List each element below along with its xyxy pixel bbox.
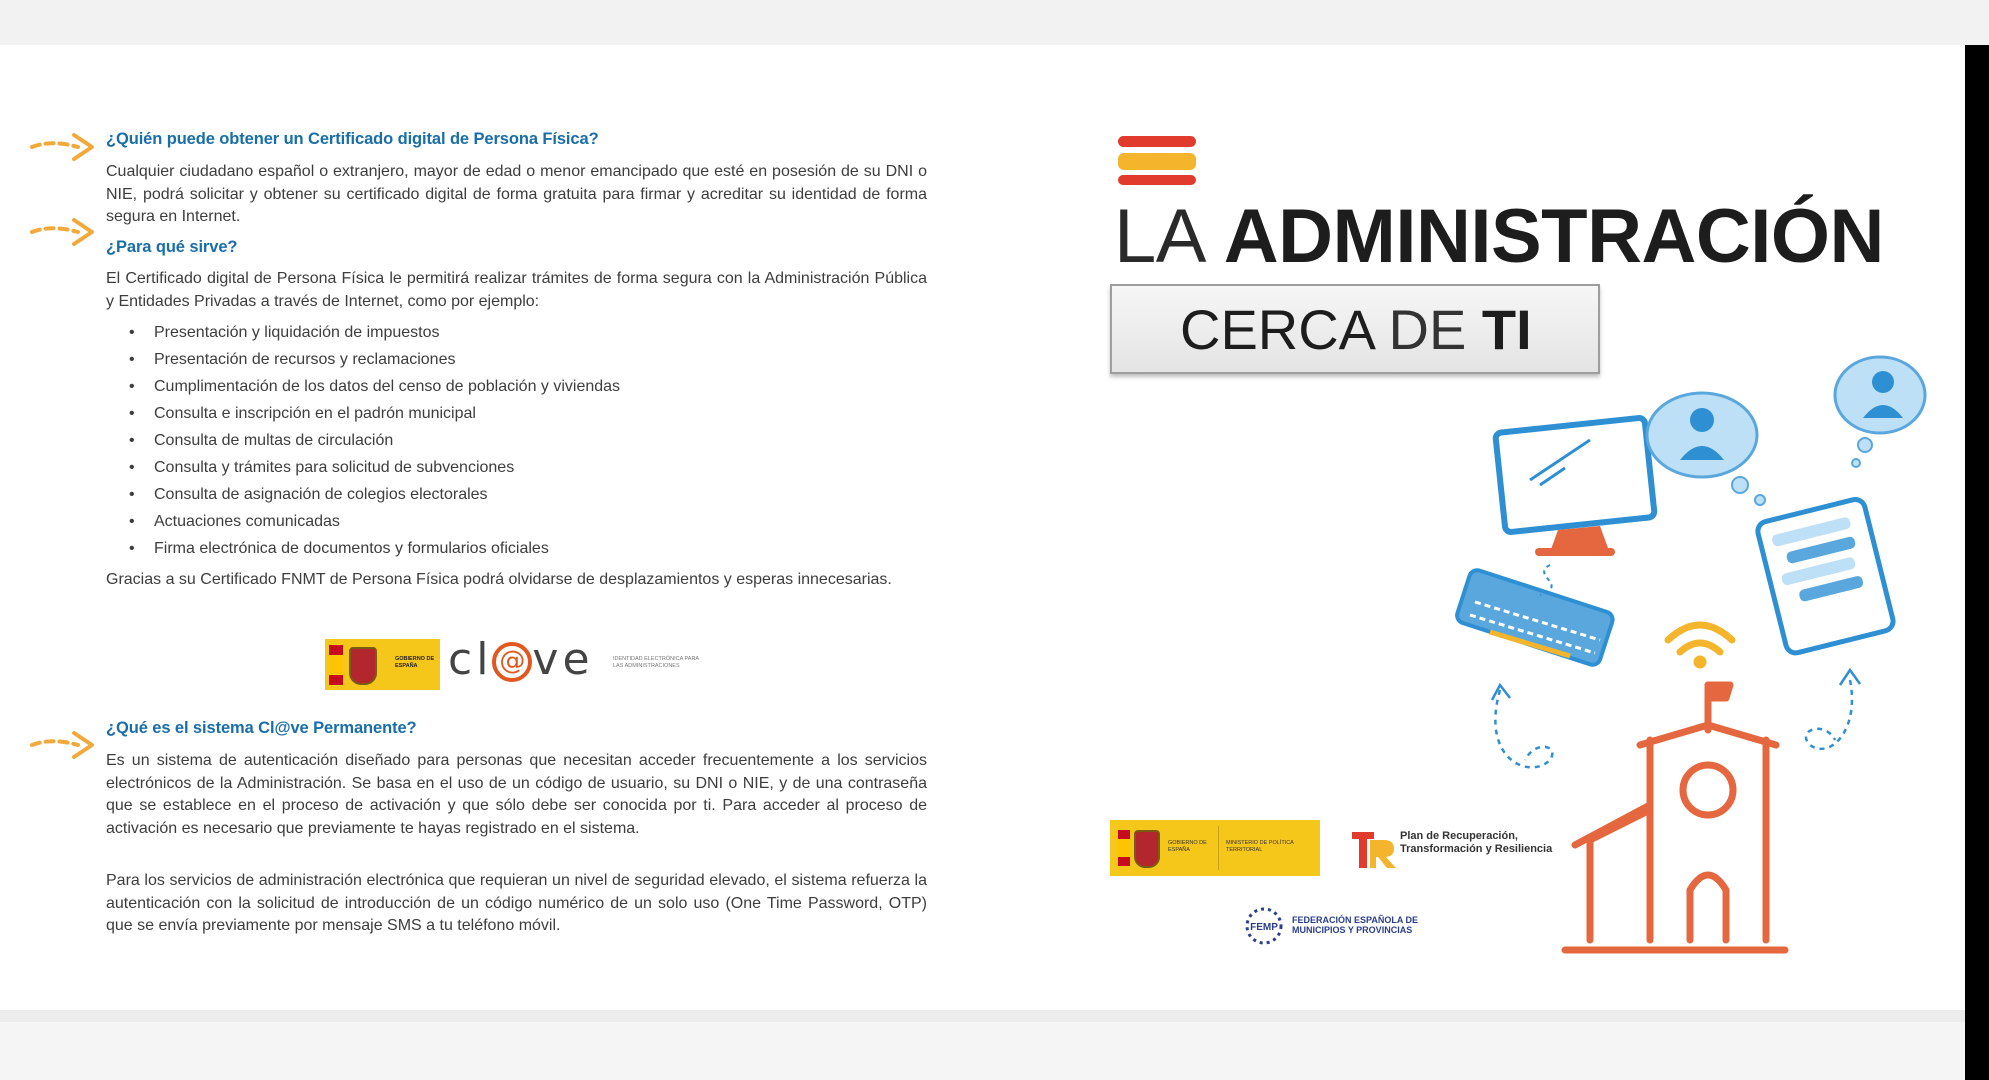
heading-clave-permanente: ¿Qué es el sistema Cl@ve Permanente?	[106, 719, 417, 737]
list-item: • Consulta y trámites para solicitud de subvenciones	[106, 457, 620, 484]
list-item: • Presentación de recursos y reclamaciones	[106, 349, 620, 376]
clave-logo	[448, 634, 594, 685]
arrow-icon	[30, 725, 98, 765]
top-band	[0, 0, 1989, 45]
plan-recuperacion-logo-icon	[1350, 826, 1398, 872]
user-bubble-icon	[1647, 393, 1765, 505]
list-item: • Actuaciones comunicadas	[106, 511, 620, 538]
flag-stripe-red	[1118, 136, 1196, 147]
clave-subtitle: IDENTIDAD ELECTRÓNICA PARA LAS ADMINISTRACIONES	[613, 656, 699, 669]
clave-ve: ve	[532, 634, 594, 685]
gobierno-ministerio-logo	[1110, 820, 1320, 876]
subtitle-cerca: CERCA	[1180, 298, 1373, 361]
bottom-band	[0, 1010, 1965, 1080]
tablet-icon	[1756, 497, 1895, 655]
femp-logo-icon	[1240, 902, 1288, 950]
list-item: • Presentación y liquidación de impuestos	[106, 322, 620, 349]
gobierno-label: GOBIERNO DE ESPAÑA	[1168, 840, 1207, 853]
arrow-icon	[30, 212, 98, 252]
paragraph-what-for-intro: El Certificado digital de Persona Física le permitirá realizar trámites de forma segura con la Administración Pública y Entidades Privadas a través de Internet, como por ejemplo:	[106, 270, 927, 310]
paragraph-what-for-outro: Gracias a su Certificado FNMT de Persona Física podrá olvidarse de desplazamientos y esperas innecesarias.	[106, 571, 892, 588]
cover-title-la: LA	[1114, 194, 1206, 279]
subtitle-de: DE	[1388, 298, 1467, 361]
flag-stripe-yellow	[1118, 153, 1196, 170]
cover-title	[1114, 192, 1884, 282]
digital-administration-illustration	[1440, 340, 1940, 960]
list-item: • Consulta de asignación de colegios electorales	[106, 484, 620, 511]
spain-flag-icon	[329, 645, 343, 685]
arrow-icon	[30, 127, 98, 167]
list-item: • Consulta e inscripción en el padrón municipal	[106, 403, 620, 430]
list-item: • Consulta de multas de circulación	[106, 430, 620, 457]
clave-at-icon: @	[492, 642, 532, 682]
divider	[1218, 826, 1219, 870]
gobierno-label: GOBIERNO DE ESPAÑA	[395, 656, 435, 669]
femp-label: FEDERACIÓN ESPAÑOLA DE MUNICIPIOS Y PROVINCIAS	[1292, 915, 1419, 935]
ministerio-label: MINISTERIO DE POLÍTICA TERRITORIAL	[1226, 840, 1294, 853]
cover-title-main: ADMINISTRACIÓN	[1223, 194, 1884, 279]
coat-of-arms-icon	[1134, 830, 1160, 868]
list-item: • Firma electrónica de documentos y formularios oficiales	[106, 538, 620, 565]
heading-what-for: ¿Para qué sirve?	[106, 238, 238, 256]
spain-flag-icon	[1118, 830, 1130, 866]
list-item: • Cumplimentación de los datos del censo de población y viviendas	[106, 376, 620, 403]
wifi-icon	[1668, 625, 1732, 665]
paragraph-clave-description: Es un sistema de autenticación diseñado para personas que necesitan acceder frecuentemente a los servicios electrónicos de la Administración. Se basa en el uso de un código de usuario, su DNI o NIE, y de una contraseña que se establece en el proceso de activación y que sólo debe ser conocida por ti. Para acceder al proceso de activación es necesario que previamente te hayas registrado en el sistema.	[106, 752, 927, 837]
coat-of-arms-icon	[349, 647, 377, 685]
town-hall-icon	[1565, 685, 1785, 950]
monitor-icon	[1495, 417, 1655, 556]
user-bubble-icon	[1835, 357, 1925, 467]
heading-who-can-obtain: ¿Quién puede obtener un Certificado digital de Persona Física?	[106, 130, 599, 148]
keyboard-icon	[1455, 568, 1615, 667]
femp-abbr: FEMP	[1250, 922, 1278, 933]
flag-stripe-red	[1118, 175, 1196, 185]
clave-cl: cl	[448, 634, 493, 685]
paragraph-who-can-obtain: Cualquier ciudadano español o extranjero, mayor de edad o menor emancipado que esté en posesión de su DNI o NIE, podrá solicitar y obtener su certificado digital de forma gratuita para firmar y acreditar su identidad de forma segura en Internet.	[106, 163, 927, 225]
paragraph-clave-security: Para los servicios de administración electrónica que requieran un nivel de seguridad elevado, el sistema refuerza la autenticación con la solicitud de introducción de un código numérico de un solo uso (One Time Password, OTP) que se envía previamente por mensaje SMS a tu teléfono móvil.	[106, 872, 927, 934]
uses-list	[106, 322, 620, 565]
subtitle-ti: TI	[1481, 298, 1532, 361]
gobierno-logo	[325, 639, 440, 690]
plan-recuperacion-label: Plan de Recuperación, Transformación y Resiliencia	[1400, 830, 1553, 855]
